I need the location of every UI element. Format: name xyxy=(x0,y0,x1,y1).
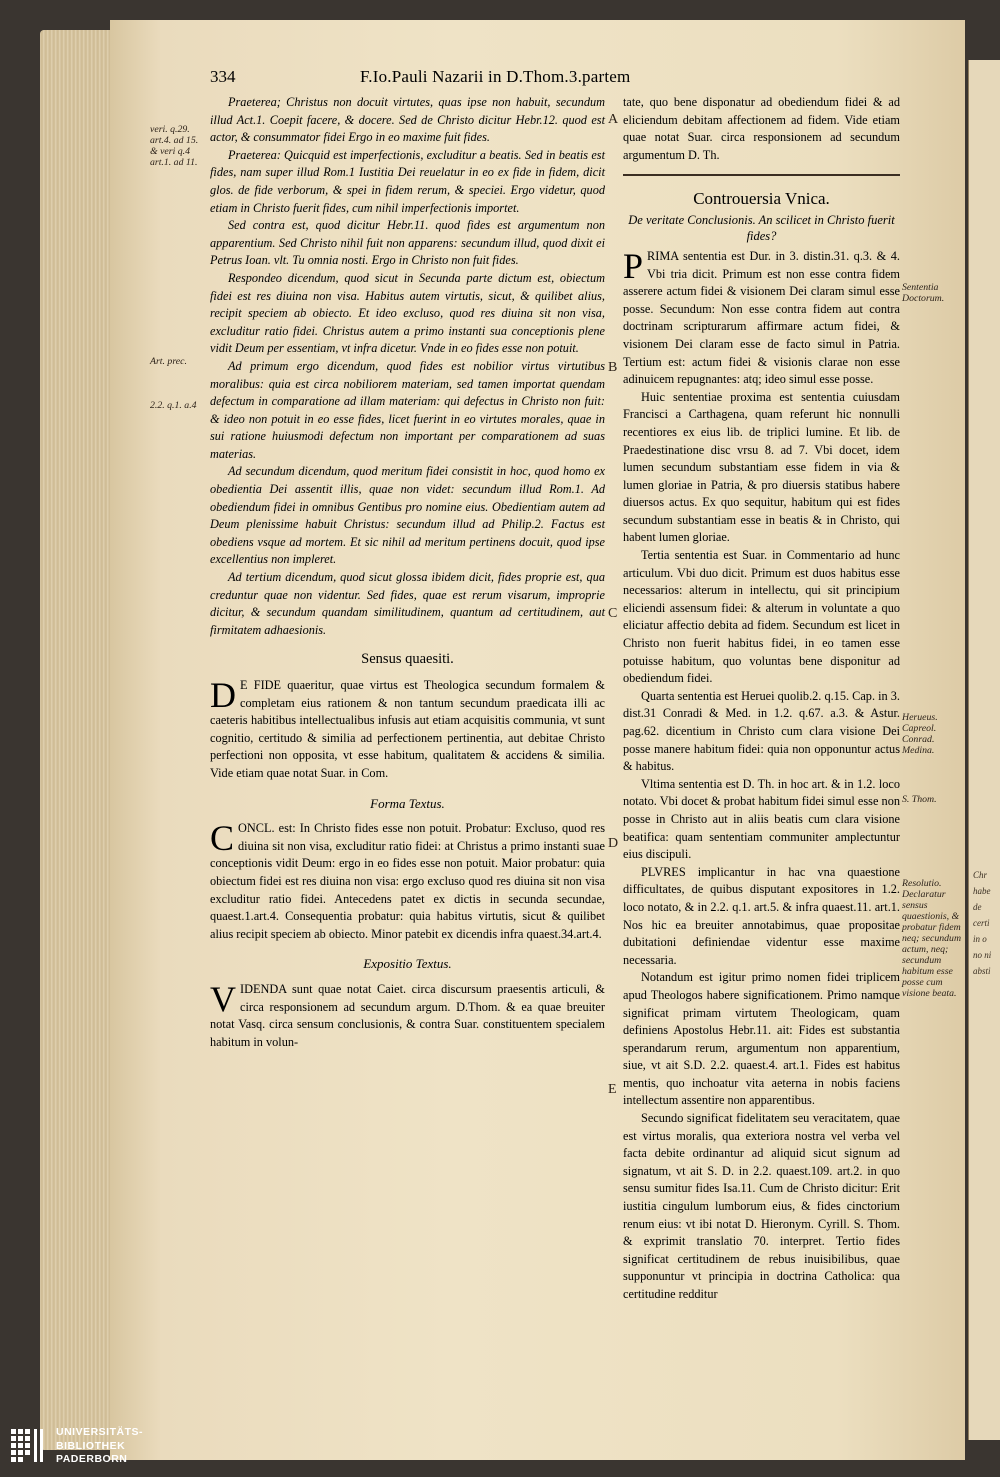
paragraph-forma: CONCL. est: In Christo fides esse non potuit. Probatur: Excluso, quod res diuina sit non visa, excluditur ratio fidei: at Christus a primo instanti suae conceptionis vidit Deum: ergo in eo fides esse non potuit. Maior probatur: quia obiectum fidei est res diuina non visa: ergo excluso quod res diuina sit non visa excluditur ratio fidei. Antecedens patet ex dictis in secunda secundae, quaest.1.art.4. Consequentia probatur: quia habitus virtutis, sicut & quilibet alius recipit speciem ab obiecto. Minor patebit ex dicendis infra quaest.34.art.4. xyxy=(210,818,605,941)
section-letter-a: A xyxy=(608,112,619,127)
margin-note-sententia: Sententia Doctorum. xyxy=(902,282,945,304)
paragraph-tertia: Tertia sententia est Suar. in Commentario ad hunc articulum. Vbi duo dicit. Primum est duos habitus esse necessarios: alterum in intellectu, qui sit principium eliciendi assensum fidei: & alterum in voluntate a quo eliciatur affectio debita ad fidem. Secundum est licet in Christo non fuerit habitus fidei, in eo tamen esse potuisse habitum, quo voluntas bene disponitur ad obediendum fidei. xyxy=(623,548,900,686)
drop-cap-d: D xyxy=(210,675,236,715)
margin-note-2-2: 2.2. q.1. a.4 xyxy=(150,400,197,411)
library-logo-text: UNIVERSITÄTS- BIBLIOTHEK PADERBORN xyxy=(56,1426,144,1465)
sliver-note: in o xyxy=(973,934,987,944)
drop-cap-v: V xyxy=(210,978,236,1019)
section-letter-c: C xyxy=(608,606,618,621)
margin-note-s-thom: S. Thom. xyxy=(902,794,937,805)
section-rule xyxy=(623,174,900,176)
paragraph-ad-secundum: Ad secundum dicendum, quod meritum fidei consistit in hoc, quod homo ex obedientia Dei assentit illis, quae non videt: secundum illud Rom.1. Ad obediendum fidei in omnibus Gentibus pro nomine eius. Obedientiam autem ad Deum plenissime habuit Christus: secundum illud ad Philip.2. Factus est obediens vsque ad mortem. Et sic nihil ad meritum pertinens docuit, quod ipse excellentius non impleret. xyxy=(210,464,605,567)
sliver-note: Chr xyxy=(973,870,988,880)
paragraph-sensus: D E FIDE quaeritur, quae virtus est Theologica secundum formalem & completam eius rationem & non tantum secundum praedicata illi ac caeteris habitibus intellectualibus infusis aut etiam acquisitis communia, vt sunt cognitio, certitudo & similia ad perfectionem pertinentia, aut debitae Christo perfectioni non opposita, vt esse habitum, qualitatem & accidens & similia. Vide etiam quae notat Suar. in Com. xyxy=(210,675,605,780)
paragraph-vltima: Vltima sententia est D. Th. in hoc art. & in 1.2. loco notato. Vbi docet & probat habitum fidei simul esse non posse in Christo aut in aliis beatis cum clara visione beatifica: quam sententiam communiter amplectuntur eius discipuli. xyxy=(623,776,900,862)
section-heading-sensus: Sensus quaesiti. xyxy=(361,651,454,668)
library-logo-mark xyxy=(10,1427,48,1467)
margin-note-art-prec: Art. prec. xyxy=(150,356,187,367)
facing-page-sliver xyxy=(968,60,1000,1440)
left-text-column xyxy=(210,94,605,1051)
margin-note-resolutio: Resolutio. Declaratur sensus quaestionis, & probatur fidem neq; secundum actum, neq; secundum habitum esse posse cum visione beata. xyxy=(902,878,962,999)
paragraph-prima: PRIMA sententia est Dur. in 3. distin.31. q.3. & 4. Vbi tria dicit. Primum est non esse contra fidem asserere actum fidei & visionem Dei claram simul esse posse. Secundum: Non esse contra fidem aut contra doctrinam scripturarum affirmare actum fidei, & visionem Dei claram esse de facto simul in Patria. Tertium est: actum fidei & visionis clarae non esse adinuicem repugnantes: atq; ideo simul esse posse. xyxy=(623,245,900,387)
book-page-edges xyxy=(40,30,120,1450)
paragraph-notandum: Notandum est igitur primo nomen fidei triplicem apud Theologos habere significationem. Primo namque significat primam virtutem Theologicam, quam definiens Apostolus Hebr.11. ait: Fides est substantia sperandarum rerum, argumentum non apparentium, siue, vt ait S.D. 2.2. quaest.4. art.1. Fides est habitus mentis, quo inchoatur vita aeterna in nobis faciens intellectum assentire non apparentibus. xyxy=(623,970,900,1108)
sliver-note: no ni xyxy=(973,950,992,960)
section-letter-e: E xyxy=(608,1082,617,1097)
section-letter-d: D xyxy=(608,836,619,851)
sliver-note: habe xyxy=(973,886,991,896)
paragraph-continuation: tate, quo bene disponatur ad obediendum fidei & ad eliciendum debitam affectionem ad fidem. Vide etiam quae notat Suar. circa responsionem ad secundum argumentum D. Th. xyxy=(623,95,900,162)
page-number: 334 xyxy=(210,67,236,86)
paragraph-plures: PLVRES implicantur in hac vna quaestione difficultates, de quibus disputant expositores in 1.2. loco notato, & in 2.2. q.1. art.5. & infra quaest.11. art.1. Nos hic ea breuiter annotabimus, quae propositae dubitationi definiendae videntur esse maxime necessaria. xyxy=(623,864,900,967)
margin-note-references: veri. q.29. art.4. ad 15. & veri q.4 art.1. ad 11. xyxy=(150,124,199,168)
sliver-note: certi xyxy=(973,918,990,928)
section-letter-b: B xyxy=(608,360,618,375)
section-heading-expositio: Expositio Textus. xyxy=(363,956,452,972)
right-text-column xyxy=(623,94,900,1304)
sliver-note: absti xyxy=(973,966,991,976)
running-head-title: F.Io.Pauli Nazarii in D.Thom.3.partem xyxy=(360,67,631,86)
drop-cap-c: C xyxy=(210,818,235,859)
paragraph-quarta: Quarta sententia est Heruei quolib.2. q.15. Cap. in 3. dist.31 Conradi & Med. in 1.2. q.67. a.3. & Astur. pag.62. dicentium in Christo cum clara visione Dei posse manere habitum fidei: quia non opponuntur actus & habitus. xyxy=(623,688,900,774)
drop-cap-p: P xyxy=(623,245,644,286)
paragraph-expositio: VIDENDA sunt quae notat Caiet. circa discursum praesentis articuli, & circa responsionem ad secundum argum. D.Thom. & ea quae breuiter notat Vasq. circa sensum conclusionis, & contra Suar. constituentem specialem habitum in volun- xyxy=(210,978,605,1049)
controversy-title: Controuersia Vnica. xyxy=(693,189,830,209)
paragraph-sed-contra: Sed contra est, quod dicitur Hebr.11. quod fides est argumentum non apparentium. Sed Christo nihil fuit non apparens: secundum illud, quod dixit ei Petrus Ioan. vlt. Tu omnia nosti. Ergo in Christo non fuit fides. xyxy=(210,218,605,268)
paragraph-secundo: Secundo significat fidelitatem seu veracitatem, quae est virtus moralis, qua exteriora nostra vel verba vel facta debite ordinantur ad aliquid sicut signum ad signatum, vt ait S. D. in 2.2. quaest.109. art.2. in quo sensu sumitur fides Isa.11. Cum de Christo dicitur: Erit iustitia cingulum lumborum eius, & fides cinctorium renum eius: vt ibi notat D. Hieronym. Cyrill. S. Thom. & exprimit translatio 70. interpret. Tertio fides significat certitudinem de rebus inuisibilibus, quae supponuntur vt principia in doctrina Catholica: qua certitudine redditur xyxy=(623,1111,900,1301)
paragraph-ad-tertium: Ad tertium dicendum, quod sicut glossa ibidem dicit, fides proprie est, qua creduntur quae non videntur. Sed fides, quae est rerum visarum, improprie dicitur, & secundum quandam similitudinem, quantum ad certitudinem, aut firmitatem adhaesionis. xyxy=(210,570,605,637)
paragraph-respondeo: Respondeo dicendum, quod sicut in Secunda parte dictum est, obiectum fidei est res diuina non visa. Habitus autem virtutis, sicut, & quilibet alius, recipit speciem ab obiecto. Et ideo excluso, quod res diuina sit non visa, excluditur ratio fidei. Christus autem a primo instanti sua conceptionis plene vidit Deum per essentiam, vt infra dicetur. Vnde in eo fides esse non potuit. xyxy=(210,270,605,356)
paragraph-praeterea-1: Praeterea; Christus non docuit virtutes, quas ipse non habuit, secundum illud Act.1. Coepit facere, & docere. Sed de Christo dicitur Hebr.12. quod est actor, & consummator fidei Ergo in eo maxime fuit fides. xyxy=(210,95,605,145)
paragraph-praeterea-2: Praeterea: Quicquid est imperfectionis, excluditur a beatis. Sed in beatis est fides, nam super illud Rom.1 Iustitia Dei reuelatur in eo ex fide in fidem, dicit glos. de fide verborum, & spei in fidem rerum, & speciei. Ergo videtur, quod etiam in Christo fuerit fides, cum nihil imperfectionis importet. xyxy=(210,147,605,215)
margin-note-authors: Herueus. Capreol. Conrad. Medina. xyxy=(902,712,938,756)
section-heading-forma: Forma Textus. xyxy=(370,795,445,811)
paragraph-ad-primum: Ad primum ergo dicendum, quod fides est nobilior virtus virtutibus moralibus: quia est circa nobiliorem materiam, sed tamen importat quendam defectum in comparatione ad illam materiam: qui defectus in Christo non fuit: & ideo non potuit in eo esse fides, licet fuerint in eo virtutes morales, quae in sui ratione huiusmodi defectum non important per comparationem ad suas materias. xyxy=(210,358,605,461)
controversy-question: De veritate Conclusionis. An scilicet in Christo fuerit fides? xyxy=(628,212,895,243)
paragraph-huic: Huic sententiae proxima est sententia cuiusdam Francisci a Carthagena, quam referunt hic nonnulli recentiores ex eius lib. de triplici lumine. Et lib. de Praedestinatione disc vrsu 8. ad 7. Vbi docet, idem lumen secundum substantiam esse fidem in via & lumen gloriae in Patria, & pro diuersis statibus habere diuersos actus. Ex quo sequitur, habitum qui est fides secundum substantiam esse in beatis & in Christo, qui habent lumen gloriae. xyxy=(623,389,900,545)
library-logo xyxy=(10,1425,144,1471)
sliver-note: de xyxy=(973,902,982,912)
